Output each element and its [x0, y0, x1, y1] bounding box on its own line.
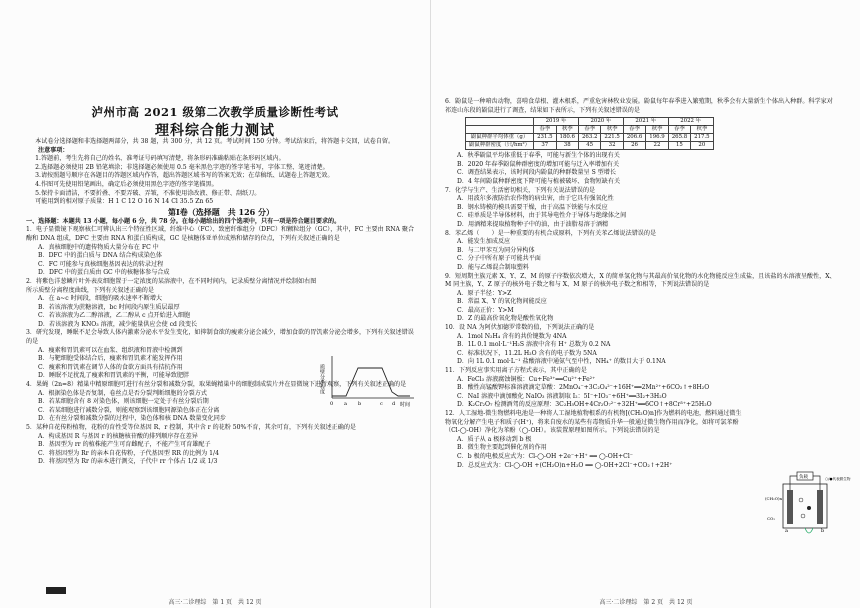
question-stem: 7．化学与生产、生活密切相关，下列有关说法错误的是: [445, 186, 596, 194]
note-item: 3.请按照题号顺序在各题目的答题区域内作答，超出答题区域书写的答案无效；在草稿纸、试题卷上答题无效。: [35, 172, 334, 180]
season-cell: 春季: [578, 126, 600, 134]
question-option: A．原子半径：Y>Z: [457, 289, 512, 297]
table-cell: 20: [691, 142, 713, 150]
question-stem: 12．人工湿地-微生物燃料电池是一种将人工湿地植物根系的有机物[(CH₂O)n]作为燃料的电池，燃料通过微生物氧化分解产生电子和质子(H⁺)，将来自废水的某些有毒物质升华一般通过微生物作用而净化，如将可氯苯酚（Cl-◯-OH）净化为苯酚（◯-OH）。该装置原理如图所示。下列说法错误的是: [445, 410, 742, 435]
question-item: [445, 273, 837, 325]
question-item: [26, 424, 416, 467]
question-item: [445, 367, 837, 410]
load-label: 负载: [799, 475, 808, 480]
question-option: C．NaI 溶液中滴加酸化 NaIO₃ 溶液制取 I₂：5I⁻+IO₃⁻+6H⁺══3I₂+3H₂O: [457, 392, 667, 400]
question-option: A．能发生加成反应: [457, 238, 511, 246]
table-cell: 265.8: [668, 134, 690, 142]
question-option: C．分子中所有原子可能共平面: [457, 255, 541, 263]
notes-list: [26, 155, 416, 207]
plant-label: (CH₂O)n: [765, 496, 783, 501]
question-item: [445, 324, 837, 367]
note-item: 2.选择题必须使用 2B 铅笔填涂；非选择题必须使用 0.5 毫米黑色字迹的签字笔书写，字体工整、笔迹清楚。: [35, 163, 329, 171]
question-option: A．用波尔多液防治农作物的病虫害，由于它具有强氧化性: [457, 195, 614, 203]
question-stem: 1．电子显微镜下观察核仁可辨认出三个特征性区域，纤维中心（FC）、致密纤维组分（DFC）和颗粒组分（GC），其中，FC 主要由 RNA 聚合酶和 DNA 组成，DFC 主要由 RNA 和蛋白质构成，GC 是核糖体亚单位成熟和储存的位点，下列有关叙述正确的是: [26, 226, 415, 242]
question-option: B．基因型为 rr 的植株能产生可育雌配子，不能产生可育雄配子: [38, 441, 211, 449]
table-cell: 263.2: [578, 134, 600, 142]
tick-b: b: [358, 401, 362, 407]
plasmolysis-curve: [332, 368, 410, 396]
table-cell: 221.5: [601, 134, 623, 142]
question-option: A．FeCl₃ 溶液腐蚀铜板：Cu+Fe³⁺══Cu²⁺+Fe²⁺: [457, 375, 596, 383]
question-option: D．K₂Cr₂O₇ 检测酒驾的反应原理：3C₂H₅OH+4Cr₂O₇²⁻+32H⁺══6CO↑+8Cr³⁺+25H₂O: [457, 401, 712, 409]
season-cell: 春季: [668, 126, 690, 134]
question-option: C．若某细胞进行减数分裂，则能观察到该细胞同源染色体正在分离: [38, 406, 220, 414]
question-item: [445, 152, 837, 186]
note-item: 5.保持卡面清洁，不要折叠、不要弄破、弄皱，不准使用涂改液、修正带、刮纸刀。: [35, 189, 261, 197]
right-column: [445, 98, 837, 470]
left-question-list: [26, 226, 416, 467]
tick-d: d: [392, 401, 396, 407]
table-cell: 196.9: [646, 134, 668, 142]
question-option: D．在有丝分裂和减数分裂的过程中，染色体和核 DNA 数量变化同步: [38, 415, 226, 423]
question-option: D．4 年间鼢鼠种群密度下降可能与植被破坏、食物短缺有关: [457, 177, 621, 185]
table-cell: 26: [623, 142, 645, 150]
question-stem: 6．鼢鼠是一种喑齿动物，喜啃食草根、灌木根系，严重危害林牧业发展。鼢鼠每年春季进入繁殖期，秋季会有大量新生个体出入种群。科学家对祁连山东段的鼢鼠进行了调查，结果如下表所示，下列有关叙述错误的是: [445, 98, 833, 114]
question-option: B．1L 0.1 mol·L⁻¹H₂S 溶液中含有 H⁺ 总数为 0.2 NA: [457, 341, 611, 349]
question-option: B．常温 X、Y 的氧化物间能反应: [457, 298, 547, 306]
question-option: B．若某细胞含有 8 对染色体，则该细胞一定处于有丝分裂后期: [38, 398, 209, 406]
question-6: [445, 98, 837, 115]
question-item: [26, 278, 416, 330]
question-option: D．用酒精来提取植物种子中的油，由于油脂易溶于酒精: [457, 220, 609, 228]
year-2022: 2022 年: [668, 118, 713, 126]
microbe-3: [801, 514, 805, 518]
question-stem: 9．短周期主族元素 X、Y、Z、M 的原子序数依次增大，X 的简单氢化物与其最高价氧化物的水化物能反应生成盐，且该盐的水溶液呈酸性，X、M 同主族，Y、Z 原子的核外电子数之和与 X、M 原子的核外电子数之和相等，下列说法错误的是: [445, 272, 836, 289]
season-cell: 秋季: [646, 126, 668, 134]
question-option: C．调查结果表示，该时间段内鼢鼠的种群数量呈 S 型增长: [457, 169, 616, 177]
question-option: C．将基因型为 Rr 的亲本自花传粉，子代基因型 RR 的比例为 1/4: [38, 449, 219, 457]
question-item: [445, 230, 837, 273]
season-cell: 春季: [534, 126, 556, 134]
electrode-a: [787, 490, 793, 524]
row-label: 鼢鼠种群密度（只/hm²）: [466, 142, 534, 150]
question-option: A．1mol N₂H₄ 含有的共价键数为 4NA: [457, 332, 567, 340]
scan-marker: [46, 587, 66, 594]
year-2019: 2019 年: [534, 118, 579, 126]
question-option: C．FC 可能参与真核细胞基因表达的转录过程: [38, 260, 164, 268]
plasmolysis-graph: [318, 352, 418, 408]
fuel-cell-diagram: [765, 470, 857, 542]
question-option: B．与二甲苯互为同分异构体: [457, 246, 535, 254]
table-cell: 22: [646, 142, 668, 150]
question-stem: 5．某种自花传粉植物，花粉的育性受等位基因 R、r 控制，其中含 r 的花粉 50%不育，其余可育，下列有关叙述正确的是: [26, 424, 357, 431]
tick-c: c: [380, 401, 383, 407]
question-option: C．b 极的电极反应式为：Cl-◯-OH +2e⁻+H⁺ ══ ◯-OH+Cl⁻: [457, 452, 634, 460]
year-2021: 2021 年: [623, 118, 668, 126]
table-cell: 32: [601, 142, 623, 150]
question-option: C．若该溶液为乙二醇溶液，乙二醇从 c 点开始进入细胞: [38, 312, 191, 320]
table-cell: 45: [578, 142, 600, 150]
table-season-row: [466, 126, 714, 134]
note-item: 4.作图可先使用铅笔画出，确定后必须使用黑色字迹的签字笔描黑。: [35, 180, 218, 188]
question-option: A．在 a~c 时间段，细胞的吸水速率不断增大: [38, 295, 163, 303]
question-item: [445, 410, 837, 470]
table-cell: 206.6: [623, 134, 645, 142]
table-cell: 37: [534, 142, 556, 150]
question-option: C．最高正价：Y>M: [457, 306, 514, 314]
question-item: [26, 226, 416, 278]
table-cell: 38: [556, 142, 578, 150]
tick-a: a: [344, 401, 347, 407]
question-option: A．瘦素和胃饥素可以在血浆、组织液和胃液中检测到: [38, 346, 183, 354]
season-cell: 春季: [623, 126, 645, 134]
question-option: B．DFC 中的蛋白质与 DNA 结合构成染色体: [38, 252, 162, 260]
question-stem: 3．研究发现，睡眠不足会导致人体内激素分泌水平发生变化，如抑制食欲的瘦素分泌会减少，增加食欲的胃饥素分泌会增多，下列有关叙述错误的是: [26, 329, 414, 346]
intro-text: 本试卷分选择题和非选择题两部分，共 38 题，共 300 分，共 12 页。考试时间 150 分钟。考试结束后，将答题卡交回，试卷自留。: [35, 138, 395, 145]
legend-label: ○/●代表微生物: [825, 477, 851, 481]
note-item: 可能用到的相对原子质量：H 1 C 12 O 16 N 14 Cl 35.5 Zn 65: [35, 198, 214, 206]
table-cell: 231.5: [534, 134, 556, 142]
table-cell: 180.6: [556, 134, 578, 142]
season-cell: 秋季: [556, 126, 578, 134]
label-b: b: [821, 528, 825, 534]
row-label: 鼢鼠种群平均体重（g）: [466, 134, 534, 142]
right-question-list: [445, 152, 837, 470]
question-stem: 8．苯乙烯（ ）是一种重要的有机合成原料，下列有关苯乙烯说法错误的是: [445, 229, 657, 237]
question-stem: 4．果蝇（2n=8）精巢中精原细胞可进行有丝分裂和减数分裂，取果蝇精巢中的细胞制成装片并在显微镜下进行观察，下列有关叙述正确的是: [26, 381, 407, 389]
left-column: [26, 138, 416, 467]
exam-page-2: [430, 0, 860, 608]
question-option: D．DFC 中的蛋白质由 GC 中的核糖体参与合成: [38, 269, 170, 277]
question-option: B．与靶细胞受体结合后，瘦素和胃饥素才能发挥作用: [38, 355, 183, 363]
season-cell: 秋季: [601, 126, 623, 134]
question-option: D．向 1L 0.1 mol·L⁻¹ 盐酸溶液中通氨气至中性，NH₄⁺ 的数目大于 0.1NA: [457, 358, 666, 366]
question-option: B．2020 年春季鼢鼠种群密度的增加可能与迁入率增加有关: [457, 160, 620, 168]
footer-right: 高三·二诊理综 第 2 页 共 12 页: [599, 599, 693, 606]
table-row: [466, 134, 714, 142]
table-body: [466, 134, 714, 150]
rodent-table: [465, 117, 714, 150]
question-item: [445, 187, 837, 230]
question-option: D．睡眠不足扰乱了瘦素和胃饥素的平衡，可能导致肥胖: [38, 372, 190, 380]
plant-root-icon: [805, 528, 813, 533]
microbe-1: [799, 498, 803, 502]
question-option: C．瘦素和胃饥素在调节人体的食欲方面具有拮抗作用: [38, 363, 183, 371]
note-item: 1.答题前，考生先将自己的姓名、准考证号码填写清楚，将条形码准确粘贴在条形码区域内。: [35, 155, 285, 163]
notes-heading: 注意事项：: [38, 146, 69, 154]
exam-subtitle: 理科综合能力测试: [155, 123, 275, 139]
question-stem: 10．设 NA 为阿伏加德罗常数的值，下列说法正确的是: [445, 324, 595, 332]
question-option: D．Z 的最高价氧化物是酸性氧化物: [457, 315, 554, 323]
question-option: B．钢水铸模的模具需要干燥，由于高温下铁能与水反应: [457, 203, 608, 211]
season-cell: 秋季: [691, 126, 713, 134]
question-option: D．能与乙烯混合制取塑料: [457, 263, 529, 271]
label-a: a: [785, 528, 788, 534]
question-option: B．若该溶液为蔗糖溶液，bc 时间段内原生质层最厚: [38, 303, 180, 311]
question-stem: 11．下列反应事实用离子方程式表示，其中正确的是: [445, 367, 587, 375]
question-option: C．标准状况下，11.2L H₂O 含有的电子数为 5NA: [457, 349, 597, 357]
part1-heading: 第Ⅰ卷（选择题 共 126 分）: [167, 206, 274, 217]
question-option: A．质子从 a 极移动到 b 极: [457, 435, 532, 443]
co2-label: CO₂: [767, 516, 775, 521]
question-option: D．总反应式为：Cl-◯-OH +(CH₂O)n+H₂O ══ ◯-OH+2Cl⁻+CO₂↑+2H⁺: [457, 461, 673, 469]
table-corner: [466, 118, 534, 126]
question-option: A．秋季鼢鼠平均体重低于春季，可能与新生个体的出现有关: [457, 152, 620, 160]
footer-left: 高三·二诊理综 第 1 页 共 12 页: [168, 599, 262, 606]
question-option: D．将基因型为 Rr 的亲本进行测交，子代中 rr 个体占 1/2 或 1/3: [38, 458, 218, 466]
table-cell: 15: [668, 142, 690, 150]
graph-xlabel: 时间: [400, 402, 411, 408]
question-option: A．根据染色体是否复制，卷丝点是否分裂判断细胞的分裂方式: [38, 389, 207, 397]
table-row: [466, 142, 714, 150]
question-option: B．微生物主要起到催化剂的作用: [457, 444, 547, 452]
table-corner-2: [466, 126, 534, 134]
question-option: A．构成基因 R 与基因 r 的核糖核苷酸的排列顺序存在差异: [38, 432, 198, 440]
question-option: C．硅单质是半导体材料，由于其导电性介于导体与绝缘体之间: [457, 212, 627, 220]
question-option: B．酸性高锰酸钾标准溶液滴定草酸：2MnO₄⁻+3C₂O₄²⁻+16H⁺══2Mn²⁺+6CO₂↑+8H₂O: [457, 384, 710, 392]
year-2020: 2020 年: [578, 118, 623, 126]
section1-heading: 一、选择题：本题共 13 小题，每小题 6 分，共 78 分。在每小题给出的四个选项中，只有一项是符合题目要求的。: [26, 217, 341, 225]
table-year-row: [466, 118, 714, 126]
question-option: A．真核细胞中的遗传物质大量分布在 FC 中: [38, 243, 159, 251]
graph-ylabel: 质壁分离程度: [319, 364, 325, 394]
tick-0: 0: [330, 401, 334, 407]
exam-title: 泸州市高 2021 级第二次教学质量诊断性考试: [91, 105, 339, 119]
microbe-2: [807, 506, 811, 510]
electrode-b: [817, 490, 823, 524]
question-stem: 2．将紫色洋葱鳞片叶外表皮细胞置于一定浓度的某溶液中，在不同时间内，记录质壁分离情况并绘制如右图所示质壁分离程度曲线，下列有关叙述正确的是: [26, 277, 317, 294]
table-cell: 217.5: [691, 134, 713, 142]
question-option: D．若该溶液为 KNO₃ 溶液，减少能量供应会使 cd 段变长: [38, 320, 198, 328]
